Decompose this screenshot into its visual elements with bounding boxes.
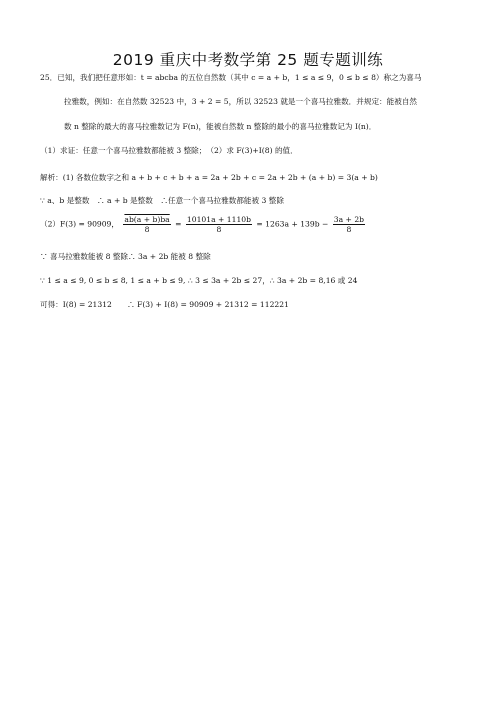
- fraction-3-denominator: 8: [346, 225, 352, 234]
- problem-line-2: 拉雅数，例如：在自然数 32523 中，3 + 2 = 5，所以 32523 就是一个喜马拉雅数．并规定：能被自然: [64, 97, 418, 106]
- solution-line-1: 解析：(1) 各数位数字之和 a + b + c + b + a = 2a + 2b + c = 2a + 2b + (a + b) = 3(a + b): [40, 173, 378, 182]
- solution-line-2: ∵ a、b 是整数 ∴ a + b 是整数 ∴任意一个喜马拉雅数都能被 3 整除: [40, 196, 284, 205]
- solution-line-3: [40, 215, 367, 234]
- fraction-1-denominator: 8: [144, 225, 150, 234]
- problem-line-3: 数 n 整除的最大的喜马拉雅数记为 F(n)，能被自然数 n 整除的最小的喜马拉雅数记为 I(n)．: [64, 122, 377, 131]
- problem-line-1: 25．已知，我们把任意形如：t = abcba 的五位自然数（其中 c = a + b，1 ≤ a ≤ 9，0 ≤ b ≤ 8）称之为喜马: [40, 73, 422, 82]
- fraction-1-numerator: ab(a + b)ba: [124, 215, 170, 224]
- solution-line-6: 可得：I(8) = 21312 ∴ F(3) + I(8) = 90909 + 21312 = 112221: [40, 300, 289, 309]
- page-title: 2019 重庆中考数学第 25 题专题训练: [112, 51, 384, 69]
- solution-part2-label: （2）F(3) = 90909，: [40, 219, 119, 229]
- fraction-2-denominator: 8: [216, 225, 222, 234]
- fraction-2: [186, 215, 252, 234]
- equals-sign: =: [175, 219, 182, 229]
- fraction-1: [123, 215, 170, 234]
- fraction-3: [333, 215, 365, 234]
- fraction-2-numerator: 10101a + 1110b: [186, 215, 251, 224]
- question-line: （1）求证：任意一个喜马拉雅数都能被 3 整除； （2）求 F(3)+I(8) 的值．: [40, 146, 298, 155]
- fraction-3-numerator: 3a + 2b: [333, 215, 365, 224]
- expression-middle: = 1263a + 139b −: [256, 219, 329, 229]
- solution-line-5: ∵ 1 ≤ a ≤ 9, 0 ≤ b ≤ 8, 1 ≤ a + b ≤ 9, ∴ 3 ≤ 3a + 2b ≤ 27，∴ 3a + 2b = 8,16 或 24: [40, 276, 358, 285]
- solution-line-4: ∵ 喜马拉雅数能被 8 整除∴ 3a + 2b 能被 8 整除: [40, 252, 211, 261]
